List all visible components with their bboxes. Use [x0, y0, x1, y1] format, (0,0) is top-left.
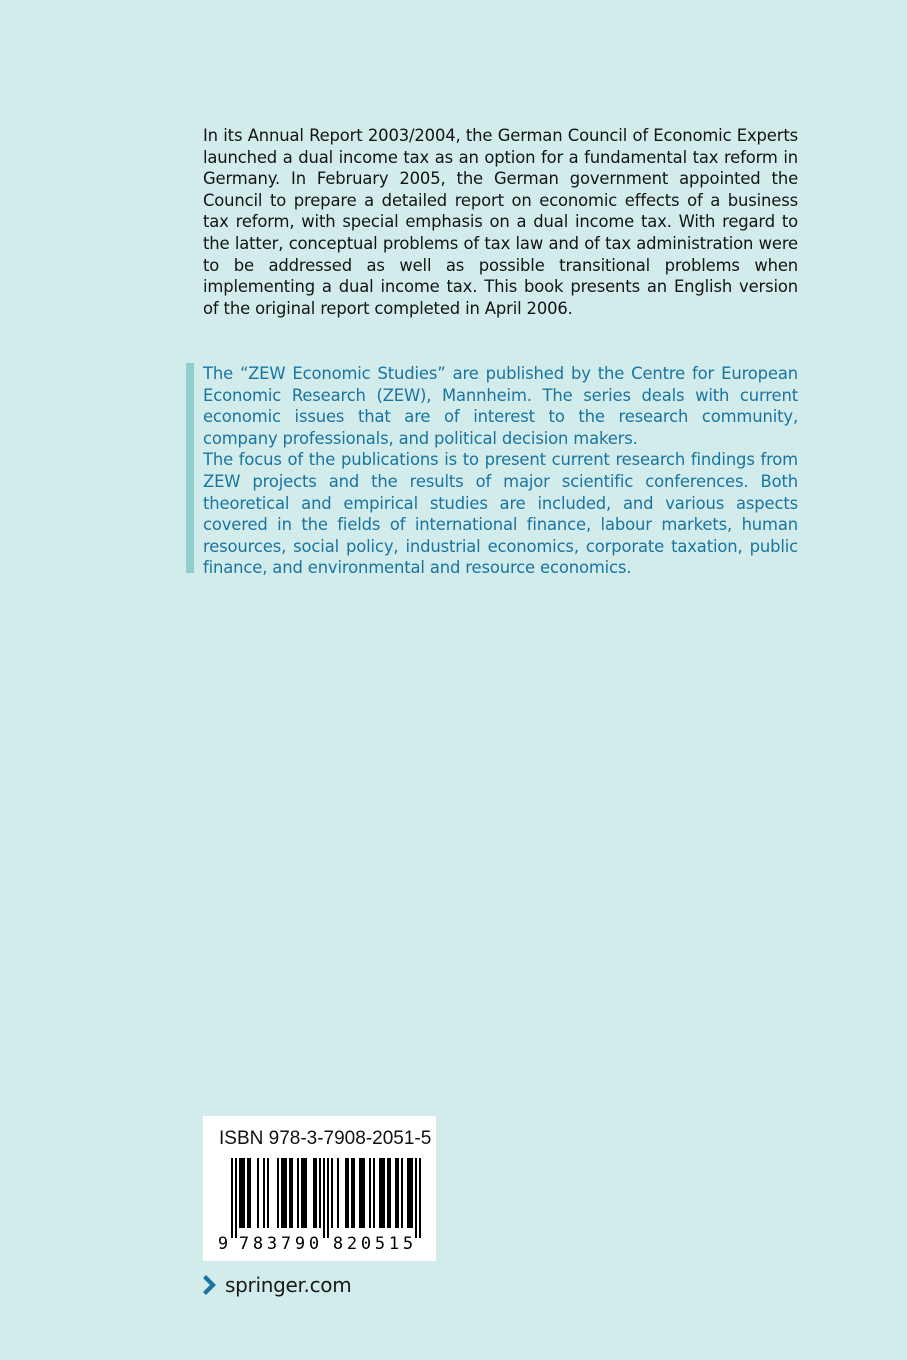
- barcode-bar: [353, 1158, 355, 1228]
- barcode-bar: [389, 1158, 391, 1228]
- barcode-bar: [263, 1158, 265, 1228]
- barcode-bar: [331, 1158, 333, 1228]
- barcode: [217, 1158, 423, 1250]
- barcode-bar: [285, 1158, 287, 1228]
- barcode-bar: [373, 1158, 375, 1228]
- barcode-bar: [319, 1158, 321, 1228]
- barcode-bar: [281, 1158, 283, 1228]
- barcode-bar: [387, 1158, 389, 1228]
- barcode-bar: [337, 1158, 339, 1228]
- barcode-bar: [301, 1158, 303, 1228]
- barcode-bar: [315, 1158, 317, 1228]
- barcode-digit: 8: [252, 1234, 264, 1250]
- barcode-bar: [395, 1158, 397, 1228]
- barcode-bar: [397, 1158, 399, 1228]
- barcode-bar: [369, 1158, 371, 1228]
- barcode-bar: [401, 1158, 403, 1228]
- chevron-right-icon: [203, 1274, 219, 1296]
- back-cover-blurb: In its Annual Report 2003/2004, the German Council of Economic Experts launched a dual income tax as an option for a fundamental tax reform in Germany. In February 2005, the German government appointed the Council to prepare a detailed report on economic effects of a business tax reform, with special emphasis on a dual income tax. With regard to the latter, conceptual problems of tax law and of tax administration were to be addressed as well as possible transitional problems when implementing a dual income tax. This book presents an English version of the original report completed in April 2006.: [203, 126, 798, 318]
- barcode-bar: [235, 1158, 237, 1238]
- barcode-digit: 5: [402, 1234, 414, 1250]
- barcode-bar: [351, 1158, 353, 1228]
- barcode-bar: [267, 1158, 269, 1228]
- barcode-digit: 8: [332, 1234, 344, 1250]
- publisher-link[interactable]: [203, 1271, 351, 1299]
- publisher-url: springer.com: [225, 1273, 352, 1297]
- barcode-bar: [381, 1158, 383, 1228]
- barcode-bar: [243, 1158, 245, 1228]
- barcode-bar: [383, 1158, 385, 1228]
- barcode-bar: [241, 1158, 243, 1228]
- barcode-digit: 3: [266, 1234, 278, 1250]
- barcode-bar: [327, 1158, 329, 1238]
- barcode-bar: [415, 1158, 417, 1238]
- barcode-bar: [231, 1158, 233, 1238]
- barcode-bar: [407, 1158, 409, 1228]
- barcode-bar: [359, 1158, 361, 1228]
- barcode-bar: [411, 1158, 413, 1228]
- barcode-bar: [379, 1158, 381, 1228]
- barcode-bar: [347, 1158, 349, 1228]
- barcode-bar: [323, 1158, 325, 1238]
- barcode-bar: [303, 1158, 305, 1228]
- series-accent-bar: [186, 363, 194, 573]
- barcode-digit: 2: [346, 1234, 358, 1250]
- series-text: [203, 363, 798, 579]
- barcode-bar: [257, 1158, 259, 1228]
- barcode-bar: [277, 1158, 279, 1228]
- barcode-digit: 7: [238, 1234, 250, 1250]
- series-paragraph-2: The focus of the publications is to present current research findings from ZEW projects and the results of major scientific conferences. Both theoretical and empirical studies are included, and various aspects covered in the fields of international finance, labour markets, human resources, social policy, industrial economics, corporate taxation, public finance, and environmental and resource economics.: [203, 450, 798, 578]
- barcode-digit: 9: [217, 1234, 229, 1250]
- barcode-bar: [345, 1158, 347, 1228]
- barcode-bar: [305, 1158, 307, 1228]
- barcode-bar: [291, 1158, 293, 1228]
- series-paragraph-1: The “ZEW Economic Studies” are published by the Centre for European Economic Research (ZEW), Mannheim. The series deals with current economic issues that are of interest to the research community, company professionals, and political decision makers.: [203, 364, 798, 448]
- barcode-bar: [419, 1158, 421, 1238]
- barcode-bar: [249, 1158, 251, 1228]
- barcode-bar: [363, 1158, 365, 1228]
- barcode-bar: [313, 1158, 315, 1228]
- series-description: [186, 363, 798, 578]
- barcode-digit: 0: [308, 1234, 320, 1250]
- barcode-digit: 5: [374, 1234, 386, 1250]
- isbn-label: ISBN 978-3-7908-2051-5: [219, 1128, 432, 1149]
- barcode-digit: 1: [388, 1234, 400, 1250]
- barcode-digit: 7: [280, 1234, 292, 1250]
- barcode-bar: [283, 1158, 285, 1228]
- barcode-bar: [297, 1158, 299, 1228]
- barcode-bar: [361, 1158, 363, 1228]
- barcode-bar: [239, 1158, 241, 1228]
- barcode-digit: 0: [360, 1234, 372, 1250]
- barcode-digit: 9: [294, 1234, 306, 1250]
- isbn-barcode-box: [203, 1116, 436, 1261]
- barcode-bar: [409, 1158, 411, 1228]
- barcode-bar: [289, 1158, 291, 1228]
- barcode-bar: [247, 1158, 249, 1228]
